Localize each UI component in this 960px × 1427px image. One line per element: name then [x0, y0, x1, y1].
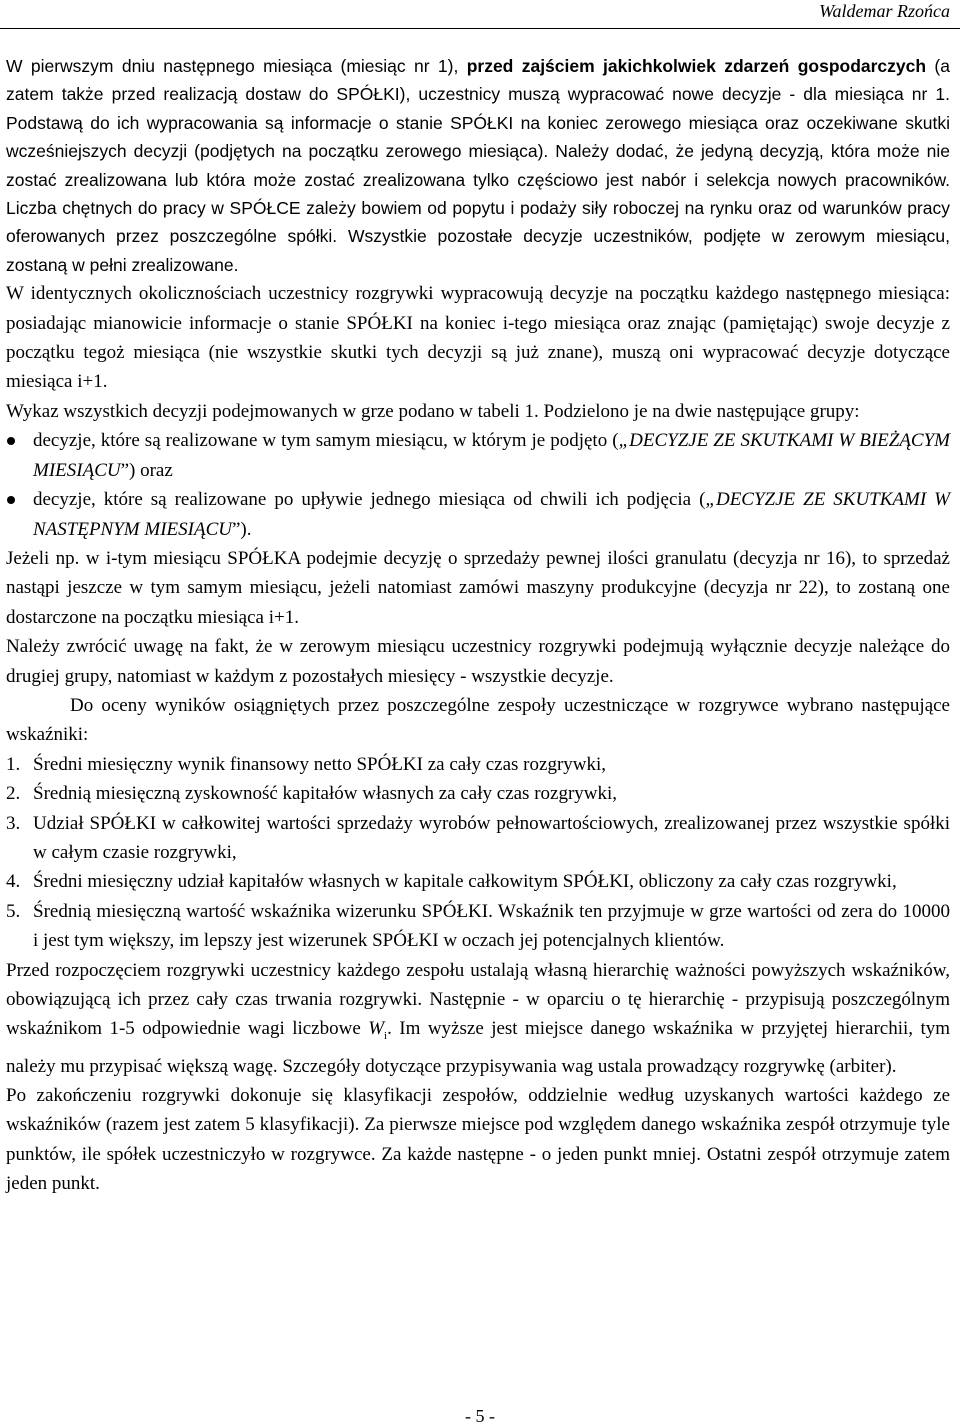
paragraph-indicators-intro: Do oceny wyników osiągniętych przez poszczególne zespoły uczestniczące w rozgrywce wybrano następujące wskaźniki:	[6, 694, 950, 746]
paragraph-example: Jeżeli np. w i-tym miesiącu SPÓŁKA podejmie decyzję o sprzedaży pewnej ilości granulatu (decyzja nr 16), to sprzedaż nastąpi jeszcze w tym samym miesiącu, jeżeli natomiast zamówi maszyny produkcyjne (decyzja nr 22), to zostaną one dostarczone na początku miesiąca i+1.	[6, 547, 950, 628]
list-item-number: 1.	[6, 753, 21, 775]
list-item-text: decyzje, które są realizowane po upływie jednego miesiąca od chwili ich podjęcia (	[33, 489, 706, 511]
paragraph-month-one-bold: przed zajściem jakichkolwiek zdarzeń gospodarczych	[466, 56, 927, 76]
paragraph-hierarchy	[6, 956, 950, 1081]
page-number: - 5 -	[465, 1406, 495, 1426]
weight-subscript: i	[384, 1030, 388, 1043]
paragraph-month-one	[6, 52, 950, 279]
decision-groups-list	[6, 426, 950, 544]
list-item-text: Średnią miesięczną wartość wskaźnika wizerunku SPÓŁKI. Wskaźnik ten przyjmuje w grze wartości od zera do 10000 i jest tym większy, im lepszy jest wizerunek SPÓŁKI w oczach jej potencjalnych klientów.	[33, 900, 950, 952]
paragraph-month-one-lead: W pierwszym dniu następnego miesiąca (miesiąc nr 1),	[6, 56, 467, 76]
list-item	[6, 867, 950, 896]
paragraph-hierarchy-rest: . Im wyższe jest miejsce danego wskaźnika w przyjętej hierarchii, tym należy mu przypisać większą wagę. Szczegóły dotyczące przypisywania wag ustala prowadzący rozgrywkę (arbiter).	[6, 1018, 951, 1077]
paragraph-classification: Po zakończeniu rozgrywki dokonuje się klasyfikacji zespołów, oddzielnie według uzyskanych wartości każdego ze wskaźników (razem jest zatem 5 klasyfikacji). Za pierwsze miejsce pod względem danego wskaźnika zespół otrzymuje tyle punktów, ile spółek uczestniczyło w rozgrywce. Za każde następne - o jeden punkt mniej. Ostatni zespół otrzymuje zatem jeden punkt.	[6, 1085, 950, 1195]
list-item-emphasis: „DECYZJE ZE SKUTKAMI W NASTĘPNYM MIESIĄCU	[33, 489, 950, 540]
list-item-tail: ”).	[231, 518, 252, 540]
list-item-text: Średni miesięczny wynik finansowy netto SPÓŁKI za cały czas rozgrywki,	[33, 753, 607, 775]
list-item	[6, 779, 950, 808]
list-item-text: Średni miesięczny udział kapitałów własnych w kapitale całkowitym SPÓŁKI, obliczony za cały czas rozgrywki,	[33, 871, 897, 893]
list-item	[6, 485, 950, 544]
running-header-author: Waldemar Rzońca	[819, 1, 950, 21]
list-item-number: 5.	[6, 900, 21, 922]
list-item-emphasis: „DECYZJE ZE SKUTKAMI W BIEŻĄCYM MIESIĄCU	[33, 430, 950, 481]
list-item-text: Średnią miesięczną zyskowność kapitałów własnych za cały czas rozgrywki,	[33, 783, 618, 805]
list-item-number: 3.	[6, 812, 21, 834]
header-rule	[0, 28, 960, 29]
paragraph-hierarchy-lead: Przed rozpoczęciem rozgrywki uczestnicy każdego zespołu ustalają własną hierarchię ważności powyższych wskaźników, obowiązującą ich przez cały czas trwania rozgrywki. Następnie - w oparciu o tę hierarchię - przypisują poszczególnym wskaźnikom 1-5 odpowiednie wagi liczbowe	[6, 959, 950, 1040]
paragraph-identical-circumstances: W identycznych okolicznościach uczestnicy rozgrywki wypracowują decyzje na początku każdego następnego miesiąca: posiadając mianowicie informacje o stanie SPÓŁKI na koniec i-tego miesiąca oraz znając (pamiętając) swoje decyzje z początku tegoż miesiąca (nie wszystkie skutki tych decyzji są już znane), muszą oni wypracować decyzje dotyczące miesiąca i+1.	[6, 283, 950, 393]
list-item	[6, 750, 950, 779]
list-item-number: 4.	[6, 871, 21, 893]
document-body	[6, 52, 950, 1199]
indicators-list	[6, 750, 950, 956]
list-item	[6, 897, 950, 956]
paragraph-attention: Należy zwrócić uwagę na fakt, że w zerowym miesiącu uczestnicy rozgrywki podejmują wyłącznie decyzje należące do drugiej grupy, natomiast w każdym z pozostałych miesięcy - wszystkie decyzje.	[6, 636, 950, 687]
list-item-text: Udział SPÓŁKI w całkowitej wartości sprzedaży wyrobów pełnowartościowych, zrealizowanej przez wszystkie spółki w całym czasie rozgrywki,	[33, 812, 950, 863]
list-item	[6, 426, 950, 485]
list-item	[6, 809, 950, 868]
paragraph-month-one-rest: (a zatem także przed realizacją dostaw do SPÓŁKI), uczestnicy muszą wypracować nowe decyzje - dla miesiąca nr 1. Podstawą do ich wypracowania są informacje o stanie SPÓŁKI na koniec zerowego miesiąca oraz oczekiwane skutki wcześniejszych decyzji (podjętych na początku zerowego miesiąca). Należy dodać, że jedyną decyzją, która może nie zostać zrealizowana lub która może zostać zrealizowana tylko częściowo jest nabór i selekcja nowych pracowników. Liczba chętnych do pracy w SPÓŁCE zależy bowiem od popytu i podaży siły roboczej na rynku oraz od warunków pracy oferowanych przez poszczególne spółki. Wszystkie pozostałe decyzje uczestników, podjęte w zerowym miesiącu, zostaną w pełni zrealizowane.	[6, 56, 950, 275]
list-item-tail: ”) oraz	[120, 459, 173, 481]
list-item-number: 2.	[6, 783, 21, 805]
bullet-icon	[7, 437, 15, 445]
weight-symbol: W	[368, 1018, 385, 1040]
bullet-icon	[7, 496, 15, 504]
list-item-text: decyzje, które są realizowane w tym samym miesiącu, w którym je podjęto (	[33, 430, 619, 452]
paragraph-decision-groups: Wykaz wszystkich decyzji podejmowanych w grze podano w tabeli 1. Podzielono je na dwie następujące grupy:	[6, 400, 860, 422]
